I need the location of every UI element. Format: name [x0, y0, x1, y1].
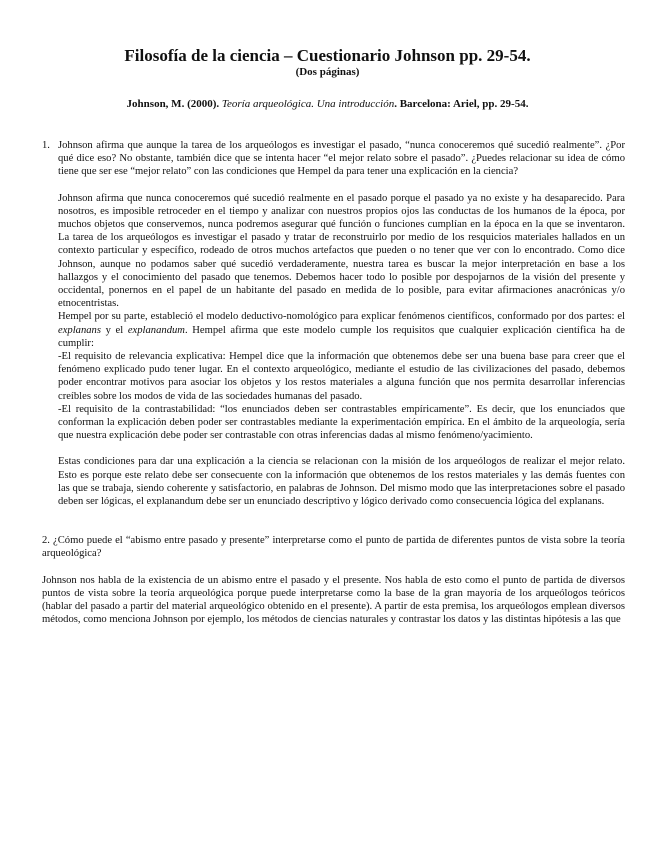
answer-1-paragraph-1: Johnson afirma que nunca conoceremos qué sucedió realmente en el pasado porque el pasado ya no existe y ha desaparecido. Para nosotros, es imposible retroceder en el tiempo y analizar con nuestros propios ojos las conductas de los humanos de la época, por muchos objetos que conservemos, nunca podremos asegurar qué función o funciones cumplían en la época en la que se inventaron. La tarea de los arqueólogos es investigar el pasado y tratar de reconstruirlo por medio de los resquicios materiales hallados en un contexto particular y específico, rodeado de otros muchos artefactos que pueden o no tener que ver con lo encontrado. Como dice Johnson, aunque no podamos saber qué sucedió verdaderamente, nuestra tarea es buscar la mejor interpretación en base a los hallazgos y el conocimiento del pasado que tenemos. Debemos hacer todo lo posible por despojarnos de la visión del presente y occidental, ponernos en el papel de un habitante del pasado en medida de lo posible, para evitar afirmaciones anacrónicas y/o etnocentristas. [58, 192, 625, 310]
reference-author: Johnson, M. (2000). [126, 98, 220, 110]
reference-publisher: . Barcelona: Ariel, pp. 29-54. [394, 98, 529, 110]
term-explanans: explanans [58, 324, 101, 336]
question-1-text: Johnson afirma que aunque la tarea de los arqueólogos es investigar el pasado, “nunca conoceremos qué sucedió realmente”. ¿Por qué dice eso? No obstante, también dice que se intenta hacer “el mejor relato sobre el pasado”. ¿Puedes relacionar su idea de cómo tiene que ser ese “mejor relato” con las condiciones que Hempel da para tener una explicación en la ciencia? [58, 140, 625, 178]
question-1-number: 1. [42, 140, 50, 151]
term-explanandum: explanandum [127, 324, 185, 336]
document-title: Filosofía de la ciencia – Cuestionario Johnson pp. 29-54. [124, 46, 531, 65]
question-2: 2. ¿Cómo puede el “abismo entre pasado y presente” interpretarse como el punto de partida de diferentes puntos de vista sobre la teoría arqueológica? [42, 535, 625, 560]
reference-book-title: Teoría arqueológica. Una introducción [221, 98, 395, 110]
bibliographic-reference [0, 97, 655, 111]
answer-1-p2-part-a: Hempel por su parte, estableció el modelo deductivo-nomológico para explicar fenómenos científicos, conformado por dos partes: el [58, 311, 625, 323]
question-1 [42, 139, 625, 179]
answer-2: Johnson nos habla de la existencia de un abismo entre el pasado y el presente. Nos habla de esto como el punto de partida de diversos puntos de vista sobre la teoría arqueológica porque puede interpretarse como la base de la gran mayoría de los arqueólogos teóricos (hablar del pasado a partir del material arqueológico obtenido en el presente). A partir de esta premisa, los arqueólogos emplean diversos métodos, como menciona Johnson por ejemplo, los métodos de ciencias naturales y contrastar los datos y las distintas hipótesis a las que [42, 574, 625, 626]
answer-1-paragraph-2 [42, 310, 625, 350]
document-subtitle: (Dos páginas) [295, 66, 360, 78]
answer-1-p2-part-b: y el [100, 324, 128, 336]
document-body [42, 139, 625, 627]
answer-1-paragraph-3: Estas condiciones para dar una explicación a la ciencia se relacionan con la misión de los arqueólogos de realizar el mejor relato. Esto es porque este relato debe ser consecuente con la información que obtenemos de los restos materiales y las demás fuentes con las que se trabaja, siendo coherente y satisfactorio, en palabras de Johnson. Del mismo modo que las interpretaciones sobre el pasado deben ser lógicas, el explanandum debe ser un enunciado descriptivo y lógico derivado como consecuencia lógica del explanans. [58, 456, 625, 508]
answer-1-p2-part-c: . Hempel afirma que este modelo cumple los requisitos que cualquier explicación científica ha de cumplir: [58, 324, 626, 349]
requirement-relevance: -El requisito de relevancia explicativa: Hempel dice que la información que obtenemos debe ser una buena base para creer que el fenómeno explicado pudo tener lugar. En el contexto arqueológico, mediante el estudio de las civilizaciones del pasado, debemos poder encontrar motivos para asociar los objetos y los restos materiales a alguna función que nos permita desarrollar inferencias creíbles sobre los modos de vida de las sociedades humanas del pasado. [58, 351, 625, 402]
requirement-contrastability: -El requisito de la contrastabilidad: “los enunciados deben ser contrastables empíricamente”. Es decir, que los enunciados que conforman la explicación deben poder ser contrastables mediante la experimentación empírica. En el ámbito de la arqueología, sería que nuestra explicación debe poder ser contrastable con otras inferencias dadas al mismo fenómeno/yacimiento. [58, 403, 625, 442]
